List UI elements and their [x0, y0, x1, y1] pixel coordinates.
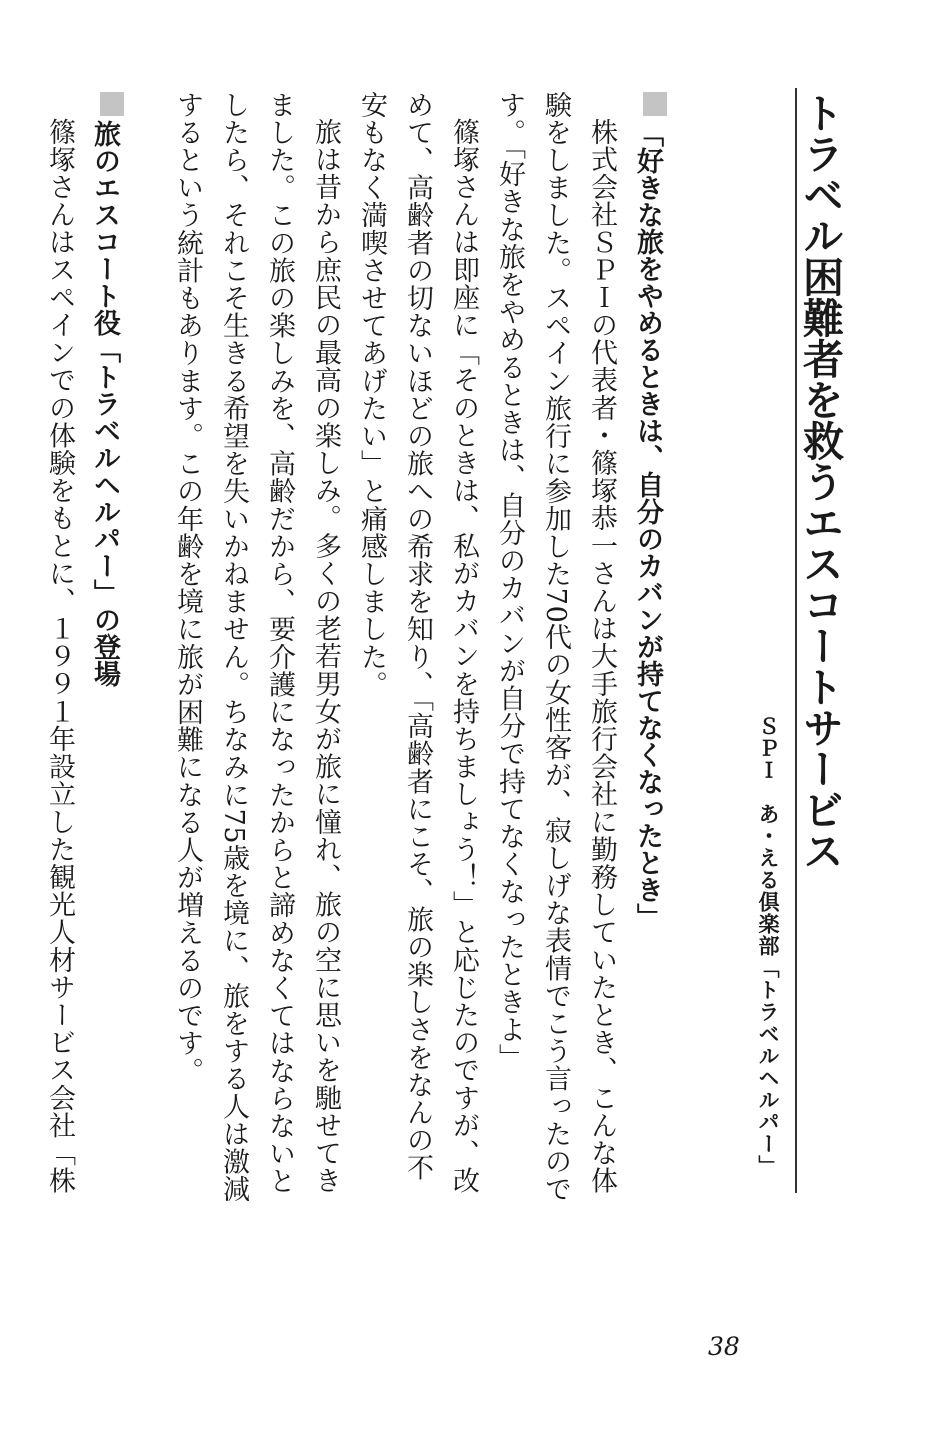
body-column: したら、それこそ生きる希望を失いかねません。ちなみに75歳を境に、旅をする人は激減: [218, 91, 249, 1203]
body-column: するという統計もあります。この年齢を境に旅が困難になる人が増えるのです。: [172, 91, 203, 1085]
body-column: 株式会社ＳＰＩの代表者・篠塚恭一さんは大手旅行会社に勤務していたとき、こんな体: [586, 118, 617, 1195]
page-number: 38: [708, 1332, 740, 1361]
body-column: 篠塚さんは即座に「そのときは、私がカバンを持ちましょう！」と応じたのですが、改: [448, 118, 479, 1195]
gray-square-bullet-icon: [100, 92, 124, 116]
body-column: 篠塚さんはスペインでの体験をもとに、１９９１年設立した観光人材サービス会社「株: [44, 118, 75, 1195]
section-heading-1-text: 「好きな旅をやめるときは、自分のカバンが持てなくなったとき」: [632, 120, 663, 930]
body-column: 旅は昔から庶民の最高の楽しみ。多くの老若男女が旅に憧れ、旅の空に思いを馳せてき: [310, 118, 341, 1195]
article-title: トラベル困難者を救うエスコートサービス: [796, 92, 844, 871]
gray-square-bullet-icon: [643, 92, 667, 116]
body-column: 験をしました。スペイン旅行に参加した70代の女性客が、寂しげな表情でこう言ったので: [540, 91, 571, 1203]
body-column: す。「好きな旅をやめるときは、自分のカバンが自分で持てなくなったときよ」: [494, 91, 525, 1072]
byline: ＳＰＩ あ・える倶楽部「トラベルヘルパー」: [756, 715, 780, 1177]
body-column: めて、高齢者の切ないほどの旅への希求を知り、「高齢者にこそ、旅の楽しさをなんの不: [402, 91, 433, 1182]
body-column: ました。この旅の楽しみを、高齢だから、要介護になったからと諦めなくてはならないと: [264, 91, 295, 1195]
body-column: 安もなく満喫させてあげたい」と痛感しました。: [356, 91, 387, 699]
section-heading-1: [625, 92, 669, 942]
section-heading-2: [82, 92, 126, 712]
section-heading-2-text: 旅のエスコート役「トラベルヘルパー」の登場: [89, 120, 120, 687]
